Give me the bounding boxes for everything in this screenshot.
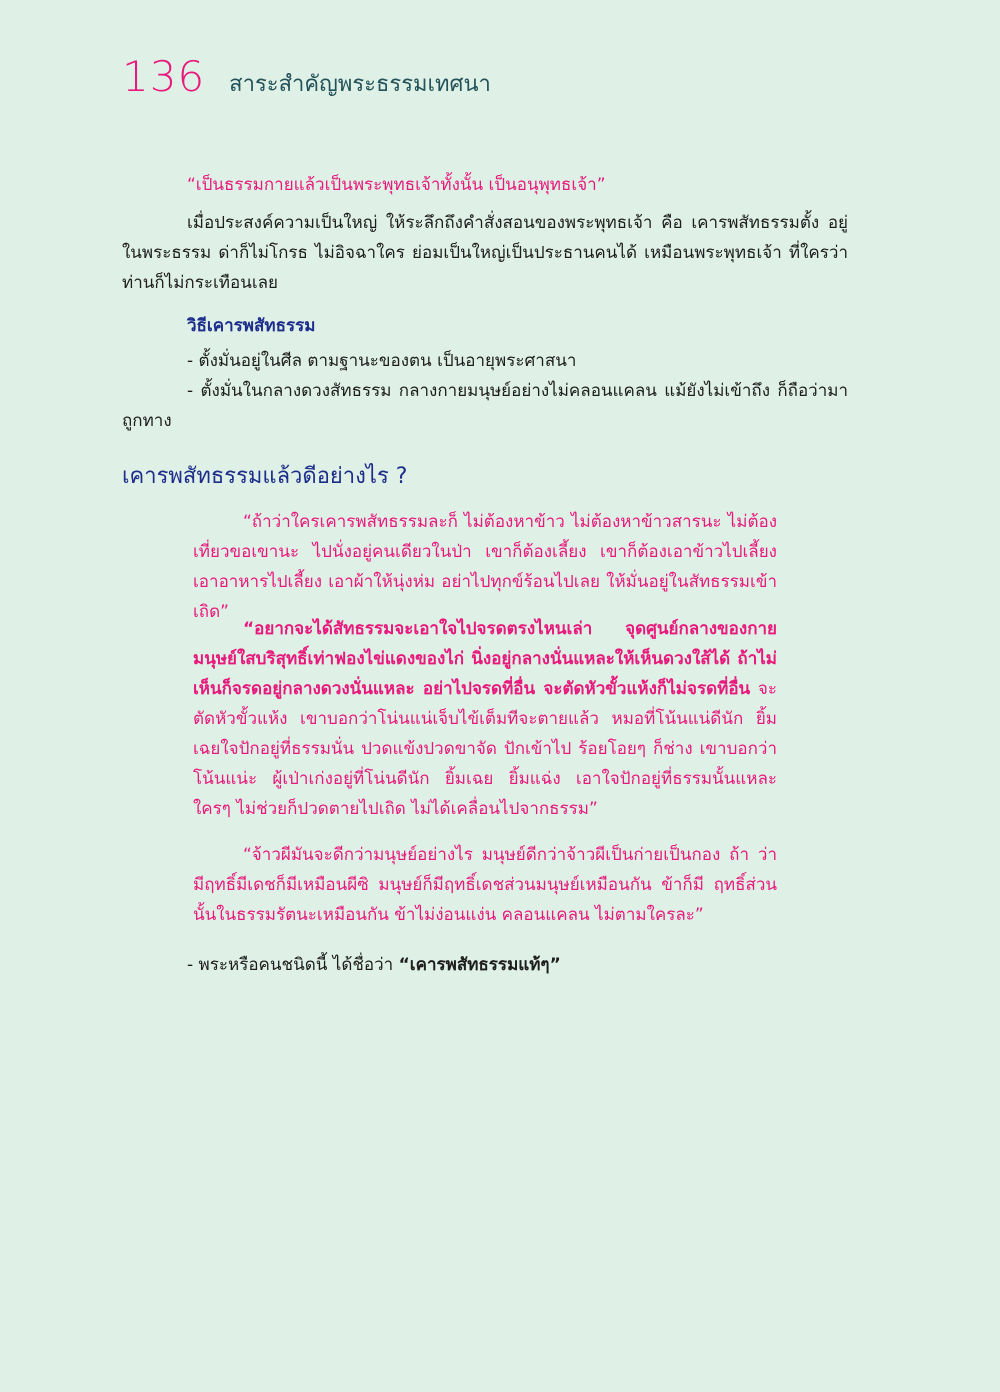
method-heading: วิธีเคารพสัทธรรม <box>187 316 316 336</box>
section-heading: เคารพสัทธรรมแล้วดีอย่างไร ? <box>122 464 408 489</box>
section-quote-3 <box>193 840 777 930</box>
section-quote-2-rest: จะตัดหัวขั้วแห้ง เขาบอกว่าโน่นแน่เจ็บไข้เต็มทีจะตายแล้ว หมอที่โน้นแน่ดีนัก ยิ้มเฉยใจปักอยู่ที่ธรรมนั่น ปวดแข้งปวดขาจัด ปักเข้าไป ร้อยโอยๆ ก็ช่าง เขาบอกว่าโน้นแน่ะ ผู้เป่าเก่งอยู่ที่โน่นดีนัก ยิ้มเฉย ยิ้มแฉ่ง เอาใจปักอยู่ที่ธรรมนั้นแหละ ใครๆ ไม่ช่วยก็ปวดตายไปเถิด ไม่ได้เคลื่อนไปจากธรรม” <box>193 679 777 819</box>
intro-paragraph <box>122 208 848 298</box>
conclusion-prefix: - พระหรือคนชนิดนี้ ได้ชื่อว่า <box>187 955 399 975</box>
book-title: สาระสำคัญพระธรรมเทศนา <box>229 72 491 97</box>
section-quote-1-text: “ถ้าว่าใครเคารพสัทธรรมละก็ ไม่ต้องหาข้าว ไม่ต้องหาข้าวสารนะ ไม่ต้องเที่ยวขอเขานะ ไปนั่งอยู่คนเดียวในป่า เขาก็ต้องเลี้ยง เขาก็ต้องเอาข้าวไปเลี้ยง เอาอาหารไปเลี้ยง เอาผ้าให้นุ่งห่ม อย่าไปทุกข์ร้อนไปเลย ให้มั่นอยู่ในสัทธรรมเข้าเถิด” <box>193 512 777 622</box>
section-quote-1 <box>193 507 777 627</box>
method-item-2 <box>122 376 848 436</box>
section-quote-3-text: “จ้าวผีมันจะดีกว่ามนุษย์อย่างไร มนุษย์ดีกว่าจ้าวผีเป็นก่ายเป็นกอง ถ้า ว่ามีฤทธิ์มีเดชก็มีเหมือนผีซิ มนุษย์ก็มีฤทธิ์เดชส่วนมนุษย์เหมือนกัน ข้าก็มี ฤทธิ์ส่วนนั้นในธรรมรัตนะเหมือนกัน ข้าไม่ง่อนแง่น คลอนแคลน ไม่ตามใครละ” <box>193 845 777 925</box>
page-number: 136 <box>122 52 206 101</box>
intro-quote: “เป็นธรรมกายแล้วเป็นพระพุทธเจ้าทั้งนั้น เป็นอนุพุทธเจ้า” <box>187 175 606 195</box>
page-header <box>122 52 491 101</box>
conclusion-emphasis: “เคารพสัทธรรมแท้ๆ” <box>398 955 561 975</box>
conclusion <box>187 950 847 980</box>
intro-paragraph-text: เมื่อประสงค์ความเป็นใหญ่ ให้ระลึกถึงคำสั่งสอนของพระพุทธเจ้า คือ เคารพสัทธรรมตั้ง อยู่ในพระธรรม ด่าก็ไม่โกรธ ไม่อิจฉาใคร ย่อมเป็นใหญ่เป็นประธานคนได้ เหมือนพระพุทธเจ้า ที่ใครว่าท่านก็ไม่กระเทือนเลย <box>122 213 848 293</box>
method-item-2-text: - ตั้งมั่นในกลางดวงสัทธรรม กลางกายมนุษย์อย่างไม่คลอนแคลน แม้ยังไม่เข้าถึง ก็ถือว่ามาถูกทาง <box>122 381 848 431</box>
method-item-1: - ตั้งมั่นอยู่ในศีล ตามฐานะของตน เป็นอายุพระศาสนา <box>187 351 577 371</box>
section-quote-2-bold: “อยากจะได้สัทธรรมจะเอาใจไปจรดตรงไหนเล่า จุดศูนย์กลางของกายมนุษย์ใสบริสุทธิ์เท่าฟองไข่แดงของไก่ นิ่งอยู่กลางนั่นแหละให้เห็นดวงใส้ได้ ถ้าไม่เห็นก็จรดอยู่กลางดวงนั่นแหละ อย่าไปจรดที่อื่น จะตัดหัวขั้วแห้งก็ไม่จรดที่อื่น <box>193 619 777 699</box>
section-quote-2 <box>193 614 777 824</box>
